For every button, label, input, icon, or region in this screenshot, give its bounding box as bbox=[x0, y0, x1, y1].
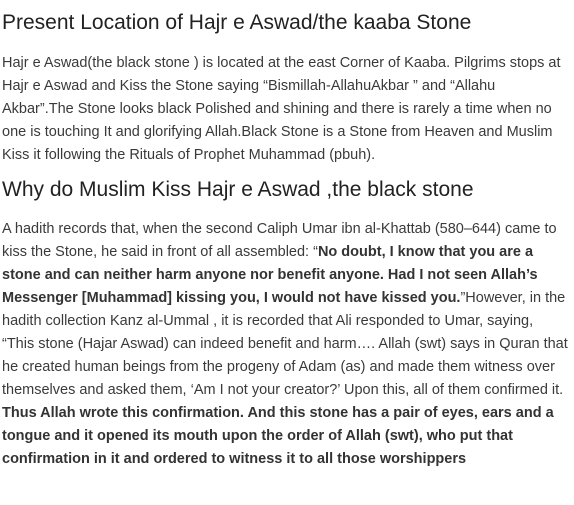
confirmation-text: Thus Allah wrote this confirmation. And this stone has a pair of eyes, ears and a tongue and it opened its mouth upon the order of Allah (swt), who put that confirmation in it and ordered to witness it to all those worshippers bbox=[2, 405, 554, 467]
heading-present-location: Present Location of Hajr e Aswad/the kaaba Stone bbox=[2, 11, 472, 34]
hadith-intro: A hadith records that, when the second Caliph Umar ibn al-Khattab (580–644) came to kiss the Stone, he said in front of all assembled: “ bbox=[2, 221, 557, 260]
paragraph-hadith bbox=[2, 218, 568, 471]
umar-quote: No doubt, I know that you are a stone and can neither harm anyone nor benefit anyone. Had I not seen Allah’s Messenger [Muhammad] kissing you, I would not have kissed you. bbox=[2, 244, 538, 306]
ali-response: ”However, in the hadith collection Kanz al-Ummal , it is recorded that Ali responded to Umar, saying, “This stone (Hajar Aswad) can indeed benefit and harm…. Allah (swt) says in Quran that he created human beings from the progeny of Adam (as) and made them witness over themselves and asked them, ‘Am I not your creator?’ Upon this, all of them confirmed it. bbox=[2, 290, 568, 398]
heading-why-kiss: Why do Muslim Kiss Hajr e Aswad ,the black stone bbox=[2, 178, 474, 201]
paragraph-location: Hajr e Aswad(the black stone ) is located at the east Corner of Kaaba. Pilgrims stops at Hajr e Aswad and Kiss the Stone saying “Bismillah-AllahuAkbar ” and “Allahu Akbar”.The Stone looks black Polished and shining and there is rarely a time when no one is touching It and glorifying Allah.Black Stone is a Stone from Heaven and Muslim Kiss it following the Rituals of Prophet Muhammad (pbuh). bbox=[2, 55, 561, 163]
